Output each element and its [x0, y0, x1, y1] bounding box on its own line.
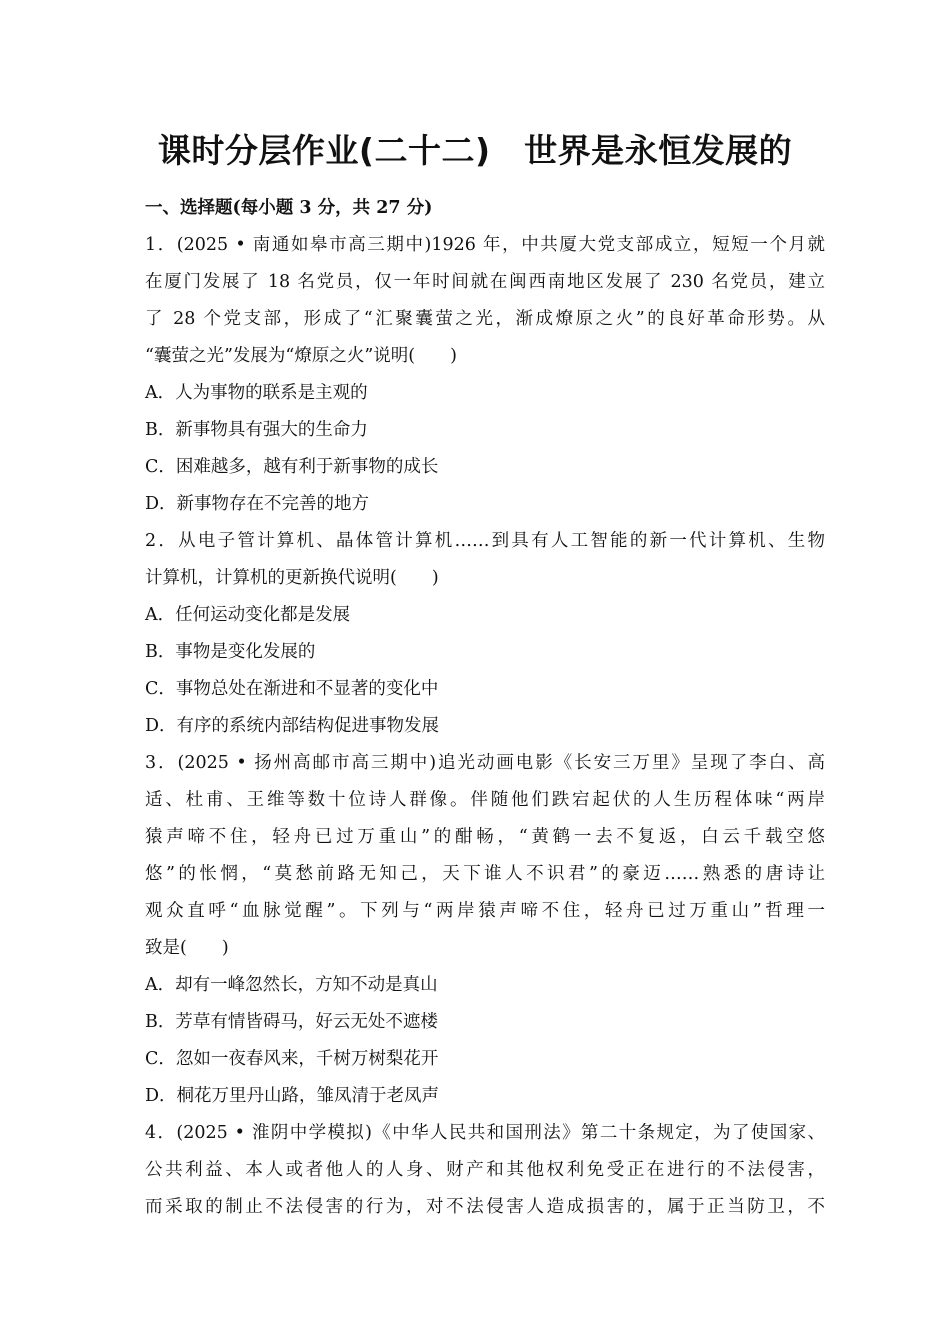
question-3-stem-line-4: 悠”的怅惘，“莫愁前路无知己，天下谁人不识君”的豪迈……熟悉的唐诗让	[145, 864, 825, 884]
question-2-option-a: A．任何运动变化都是发展	[145, 605, 351, 625]
document-body	[145, 190, 825, 1226]
question-1-stem-line-4: “囊萤之光”发展为“燎原之火”说明( )	[145, 346, 457, 366]
page-title: 课时分层作业(二十二) 世界是永恒发展的	[157, 131, 793, 170]
question-3-stem-line-5: 观众直呼“血脉觉醒”。下列与“两岸猿声啼不住，轻舟已过万重山”哲理一	[145, 901, 825, 921]
question-2-option-d: D．有序的系统内部结构促进事物发展	[145, 716, 440, 736]
question-3-stem-line-2: 适、杜甫、王维等数十位诗人群像。伴随他们跌宕起伏的人生历程体味“两岸	[145, 790, 825, 810]
question-4	[145, 1115, 825, 1226]
question-4-stem-line-1: 4．(2025 • 淮阴中学模拟)《中华人民共和国刑法》第二十条规定，为了使国家、	[145, 1123, 825, 1143]
question-1-stem-line-3: 了 28 个党支部，形成了“汇聚囊萤之光，渐成燎原之火”的良好革命形势。从	[145, 309, 825, 329]
question-3-stem-line-1: 3．(2025 • 扬州高邮市高三期中)追光动画电影《长安三万里》呈现了李白、高	[145, 753, 825, 773]
question-2-stem-line-1: 2．从电子管计算机、晶体管计算机……到具有人工智能的新一代计算机、生物	[145, 531, 825, 551]
question-2-stem-line-2: 计算机，计算机的更新换代说明( )	[145, 568, 439, 588]
question-1-stem-line-2: 在厦门发展了 18 名党员，仅一年时间就在闽西南地区发展了 230 名党员，建立	[145, 272, 825, 292]
section-heading: 一、选择题(每小题 3 分，共 27 分)	[145, 198, 433, 218]
question-2-option-c: C．事物总处在渐进和不显著的变化中	[145, 679, 439, 699]
question-4-stem-line-3: 而采取的制止不法侵害的行为，对不法侵害人造成损害的，属于正当防卫，不	[145, 1197, 825, 1217]
question-1-option-c: C．困难越多，越有利于新事物的成长	[145, 457, 439, 477]
question-3-option-d: D．桐花万里丹山路，雏凤清于老凤声	[145, 1086, 440, 1106]
question-1-option-b: B．新事物具有强大的生命力	[145, 420, 368, 440]
question-4-stem-line-2: 公共利益、本人或者他人的人身、财产和其他权利免受正在进行的不法侵害，	[145, 1160, 825, 1180]
question-3-stem-line-6: 致是( )	[145, 938, 229, 958]
question-1-option-d: D．新事物存在不完善的地方	[145, 494, 370, 514]
question-3-stem-line-3: 猿声啼不住，轻舟已过万重山”的酣畅，“黄鹤一去不复返，白云千载空悠	[145, 827, 825, 847]
question-1-stem-line-1: 1．(2025 • 南通如皋市高三期中)1926 年，中共厦大党支部成立，短短一个月就	[145, 235, 825, 255]
question-2	[145, 523, 825, 745]
question-1-option-a: A．人为事物的联系是主观的	[145, 383, 368, 403]
question-3-option-c: C．忽如一夜春风来，千树万树梨花开	[145, 1049, 439, 1069]
question-3-option-b: B．芳草有情皆碍马，好云无处不遮楼	[145, 1012, 438, 1032]
question-3-option-a: A．却有一峰忽然长，方知不动是真山	[145, 975, 438, 995]
question-2-option-b: B．事物是变化发展的	[145, 642, 316, 662]
question-1	[145, 227, 825, 523]
question-3	[145, 745, 825, 1115]
